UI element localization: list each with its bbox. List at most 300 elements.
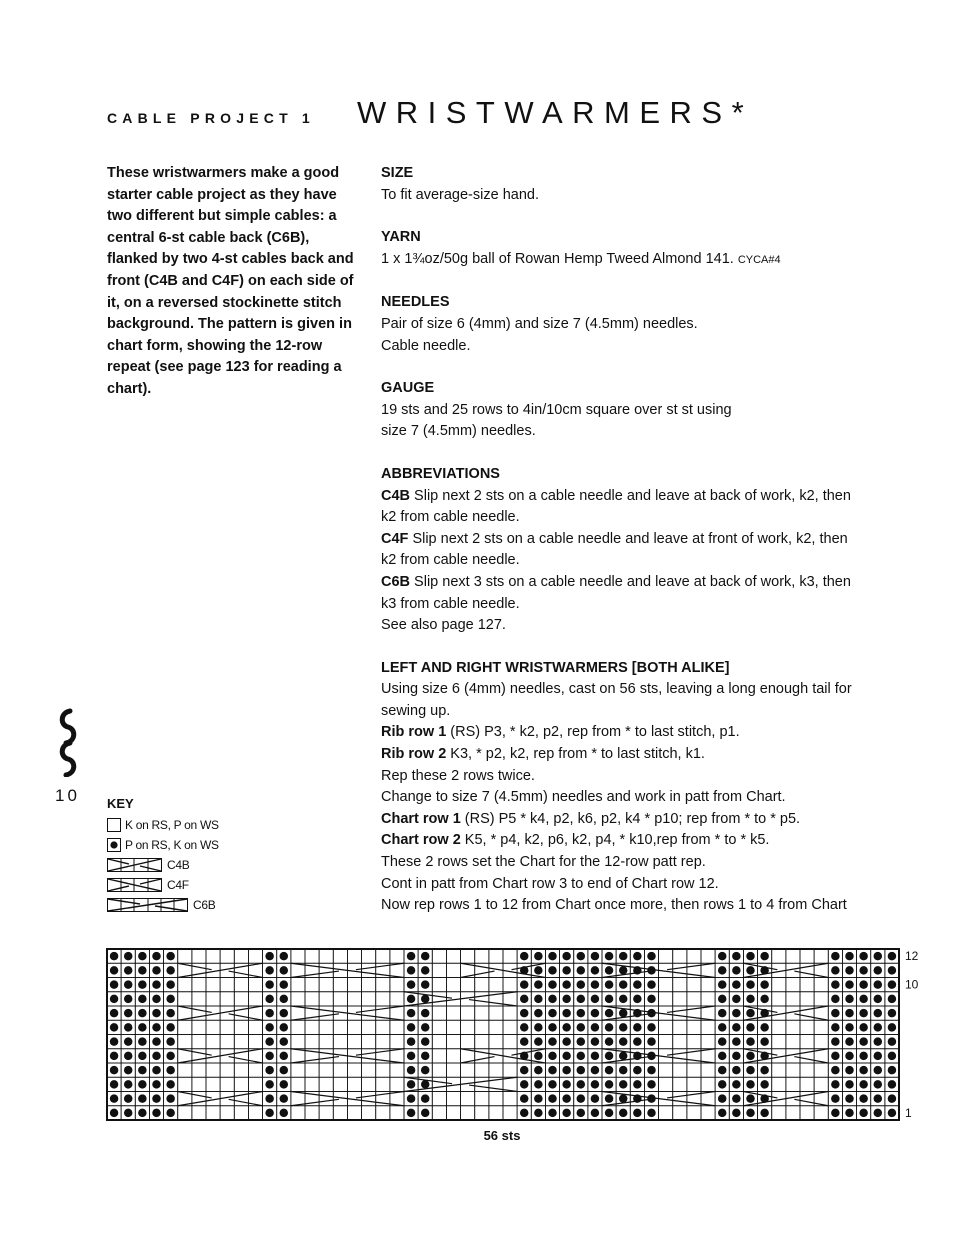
purl-dot [746, 1066, 754, 1074]
purl-dot [732, 1109, 740, 1117]
purl-dot [874, 1109, 882, 1117]
c6b-term: C6B [381, 573, 411, 590]
purl-dot [152, 1037, 160, 1045]
purl-dot [110, 1037, 118, 1045]
purl-dot [647, 1066, 655, 1074]
purl-dot [138, 1080, 146, 1088]
size-heading: SIZE [381, 165, 414, 181]
yarn-description: 1 x 1¾oz/50g ball of Rowan Hemp Tweed Almond 141. [381, 250, 734, 267]
purl-dot [124, 1023, 132, 1031]
purl-dot [845, 1052, 853, 1060]
purl-dot [591, 1066, 599, 1074]
purl-dot [859, 980, 867, 988]
purl-dot [407, 1094, 415, 1102]
purl-dot [421, 952, 429, 960]
purl-dot [280, 1066, 288, 1074]
purl-dot [732, 995, 740, 1003]
purl-dot [888, 995, 896, 1003]
purl-dot [746, 1009, 754, 1017]
purl-dot [562, 1009, 570, 1017]
purl-dot [831, 980, 839, 988]
purl-dot [534, 1023, 542, 1031]
purl-dot [605, 1023, 613, 1031]
purl-dot [874, 1080, 882, 1088]
continue: Cont in patt from Chart row 3 to end of Chart row 12. [381, 875, 719, 892]
purl-dot [845, 1009, 853, 1017]
purl-dot [874, 1052, 882, 1060]
purl-dot [407, 1109, 415, 1117]
purl-dot [407, 1037, 415, 1045]
gauge-heading: GAUGE [381, 380, 435, 397]
purl-dot [874, 952, 882, 960]
purl-dot [124, 1037, 132, 1045]
purl-dot [845, 1094, 853, 1102]
purl-dot [138, 1094, 146, 1102]
purl-dot [591, 1080, 599, 1088]
purl-dot [280, 1109, 288, 1117]
purl-dot [591, 966, 599, 974]
change-needles: Change to size 7 (4.5mm) needles and work in patt from Chart. [381, 789, 786, 806]
purl-dot [605, 1066, 613, 1074]
purl-dot [124, 1080, 132, 1088]
purl-dot [534, 952, 542, 960]
purl-dot [407, 1052, 415, 1060]
purl-dot [874, 995, 882, 1003]
purl-dot [732, 1080, 740, 1088]
purl-dot [859, 1009, 867, 1017]
gauge-text-1: 19 sts and 25 rows to 4in/10cm square over st st using [381, 401, 732, 418]
purl-dot [732, 966, 740, 974]
purl-dot [577, 1052, 585, 1060]
purl-dot [591, 1094, 599, 1102]
purl-dot [888, 1080, 896, 1088]
purl-dot [562, 966, 570, 974]
purl-dot [265, 995, 273, 1003]
purl-dot [718, 995, 726, 1003]
purl-dot [562, 1066, 570, 1074]
purl-dot [591, 980, 599, 988]
purl-dot [718, 1009, 726, 1017]
purl-dot [265, 966, 273, 974]
purl-dot [874, 980, 882, 988]
purl-dot [647, 1109, 655, 1117]
purl-dot [605, 1052, 613, 1060]
purl-dot [138, 1023, 146, 1031]
purl-dot [732, 1066, 740, 1074]
purl-dot [605, 1009, 613, 1017]
purl-dot [280, 995, 288, 1003]
purl-dot [760, 980, 768, 988]
purl-dot [605, 995, 613, 1003]
purl-dot [124, 1094, 132, 1102]
purl-dot [124, 1066, 132, 1074]
purl-dot [746, 966, 754, 974]
purl-dot [718, 1094, 726, 1102]
row-label: 12 [905, 949, 919, 964]
purl-dot [831, 1052, 839, 1060]
purl-dot [280, 966, 288, 974]
rib-row-1-term: Rib row 1 [381, 724, 447, 741]
purl-dot [124, 952, 132, 960]
purl-dot [605, 980, 613, 988]
purl-dot [138, 980, 146, 988]
purl-dot [732, 1037, 740, 1045]
key-knit-label: K on RS, P on WS [125, 818, 219, 832]
purl-dot [619, 980, 627, 988]
purl-dot [718, 1066, 726, 1074]
purl-dot [548, 995, 556, 1003]
purl-dot [534, 1080, 542, 1088]
purl-dot [577, 980, 585, 988]
purl-dot [124, 1052, 132, 1060]
purl-dot [520, 1009, 528, 1017]
purl-dot [845, 995, 853, 1003]
purl-dot [732, 1023, 740, 1031]
purl-dot [577, 1080, 585, 1088]
purl-dot [605, 1094, 613, 1102]
purl-dot [888, 1009, 896, 1017]
purl-dot [874, 1009, 882, 1017]
purl-dot [421, 980, 429, 988]
purl-dot [152, 1094, 160, 1102]
purl-dot [407, 995, 415, 1003]
purl-dot [577, 1009, 585, 1017]
purl-dot [421, 1109, 429, 1117]
purl-dot [152, 1023, 160, 1031]
purl-dot [874, 1023, 882, 1031]
purl-dot [591, 1009, 599, 1017]
purl-dot [138, 995, 146, 1003]
purl-dot [633, 1109, 641, 1117]
purl-dot [548, 1066, 556, 1074]
needles-heading: NEEDLES [381, 294, 450, 311]
purl-dot [859, 952, 867, 960]
purl-dot [874, 966, 882, 974]
purl-dot [110, 1066, 118, 1074]
purl-dot [577, 1066, 585, 1074]
purl-dot [421, 1037, 429, 1045]
purl-dot [718, 980, 726, 988]
page-title: WRISTWARMERS* [357, 95, 754, 130]
key-title: KEY [107, 796, 134, 811]
purl-dot [407, 952, 415, 960]
purl-dot [110, 995, 118, 1003]
c4b-term: C4B [381, 487, 411, 504]
purl-dot [265, 1080, 273, 1088]
purl-dot [520, 995, 528, 1003]
purl-dot [562, 1037, 570, 1045]
purl-dot [166, 1080, 174, 1088]
see-also: See also page 127. [381, 617, 506, 634]
purl-dot [619, 995, 627, 1003]
purl-dot [718, 952, 726, 960]
purl-dot [534, 1009, 542, 1017]
purl-dot [619, 1080, 627, 1088]
purl-dot [166, 1037, 174, 1045]
purl-dot [760, 995, 768, 1003]
purl-dot [647, 952, 655, 960]
purl-dot [265, 1109, 273, 1117]
purl-dot [166, 1052, 174, 1060]
purl-dot [831, 1109, 839, 1117]
purl-dot [520, 1109, 528, 1117]
purl-dot [124, 966, 132, 974]
purl-dot [746, 980, 754, 988]
purl-dot [633, 952, 641, 960]
purl-dot [647, 995, 655, 1003]
purl-dot [138, 952, 146, 960]
purl-dot [888, 966, 896, 974]
purl-dot [633, 980, 641, 988]
purl-dot [760, 1080, 768, 1088]
purl-dot [110, 1109, 118, 1117]
purl-dot [166, 1094, 174, 1102]
stitch-count-label: 56 sts [483, 1128, 521, 1143]
purl-dot [831, 1037, 839, 1045]
purl-dot [548, 1080, 556, 1088]
purl-dot [732, 1009, 740, 1017]
purl-dot [562, 1109, 570, 1117]
yarn-weight: CYCA#4 [737, 253, 781, 266]
purl-dot [633, 1037, 641, 1045]
purl-dot [280, 1052, 288, 1060]
purl-dot [534, 1094, 542, 1102]
size-text: To fit average-size hand. [381, 186, 539, 203]
purl-dot [548, 1023, 556, 1031]
purl-dot [591, 1109, 599, 1117]
purl-dot [619, 1023, 627, 1031]
purl-dot [265, 1037, 273, 1045]
purl-dot [859, 995, 867, 1003]
purl-dot [633, 1023, 641, 1031]
cast-on-1: Using size 6 (4mm) needles, cast on 56 sts, leaving a long enough tail for [381, 681, 852, 698]
purl-dot [859, 966, 867, 974]
purl-dot [280, 980, 288, 988]
purl-dot [577, 1109, 585, 1117]
purl-dot [265, 1094, 273, 1102]
purl-dot [548, 1109, 556, 1117]
purl-dot [732, 1052, 740, 1060]
purl-dot [166, 952, 174, 960]
purl-dot [562, 1023, 570, 1031]
c4f-text-1: Slip next 2 sts on a cable needle and leave at front of work, k2, then [412, 530, 848, 547]
purl-dot [407, 1023, 415, 1031]
purl-dot [831, 1009, 839, 1017]
purl-dot [280, 1023, 288, 1031]
purl-dot [605, 1037, 613, 1045]
purl-dot [152, 952, 160, 960]
rep-rows: Rep these 2 rows twice. [381, 767, 535, 784]
intro-paragraph: These wristwarmers make a good starter cable project as they have two different but simple cables: a central 6-st cable back (C6B), flanked by two 4-st cables back and front (C4B and C4F) on each side of it, on a reversed stockinette stitch background. The pattern is given in chart form, showing the 12-row repeat (see page 123 for reading a chart). [107, 165, 354, 397]
purl-dot [280, 1080, 288, 1088]
c4f-term: C4F [381, 530, 409, 547]
purl-dot [619, 1094, 627, 1102]
purl-dot [138, 1037, 146, 1045]
purl-dot [166, 1023, 174, 1031]
purl-dot [859, 1023, 867, 1031]
project-label: CABLE PROJECT 1 [107, 110, 315, 126]
chart-row-2-text: K5, * p4, k2, p6, k2, p4, * k10,rep from * to * k5. [464, 832, 770, 849]
purl-dot [746, 1094, 754, 1102]
purl-dot [718, 1080, 726, 1088]
purl-dot [534, 1052, 542, 1060]
row-label: 10 [905, 977, 919, 992]
chart-row-1-term: Chart row 1 [381, 810, 461, 827]
purl-dot [265, 1052, 273, 1060]
purl-dot [138, 1066, 146, 1074]
needles-text-1: Pair of size 6 (4mm) and size 7 (4.5mm) needles. [381, 315, 698, 332]
purl-dot [265, 1023, 273, 1031]
purl-dot [845, 966, 853, 974]
purl-dot [619, 1052, 627, 1060]
purl-dot [265, 1066, 273, 1074]
purl-dot [124, 1109, 132, 1117]
purl-dot [152, 1009, 160, 1017]
purl-dot [548, 1094, 556, 1102]
purl-dot [166, 1009, 174, 1017]
purl-dot [124, 980, 132, 988]
purl-dot [534, 966, 542, 974]
purl-dot [562, 980, 570, 988]
c6b-text-1: Slip next 3 sts on a cable needle and leave at back of work, k3, then [414, 573, 851, 590]
purl-dot [718, 1037, 726, 1045]
chart-row-1-text: (RS) P5 * k4, p2, k6, p2, k4 * p10; rep from * to * p5. [464, 810, 801, 827]
purl-dot [421, 1066, 429, 1074]
purl-dot [746, 1080, 754, 1088]
purl-dot [548, 1037, 556, 1045]
purl-dot [265, 952, 273, 960]
purl-dot [548, 1052, 556, 1060]
purl-dot [874, 1066, 882, 1074]
purl-dot [152, 1066, 160, 1074]
purl-dot [577, 966, 585, 974]
purl-dot [888, 1066, 896, 1074]
purl-dot [859, 1109, 867, 1117]
purl-dot [647, 980, 655, 988]
purl-dot [619, 966, 627, 974]
purl-dot [166, 995, 174, 1003]
purl-dot [577, 995, 585, 1003]
purl-dot [407, 980, 415, 988]
key-c6b-label: C6B [193, 898, 216, 912]
purl-dot [831, 966, 839, 974]
purl-dot [152, 980, 160, 988]
purl-dot [548, 966, 556, 974]
purl-dot [605, 966, 613, 974]
c6b-text-2: k3 from cable needle. [381, 595, 520, 612]
purl-dot [845, 1037, 853, 1045]
purl-dot [746, 1023, 754, 1031]
purl-dot [280, 952, 288, 960]
purl-dot [520, 980, 528, 988]
purl-dot [732, 1094, 740, 1102]
purl-dot [591, 952, 599, 960]
purl-dot [138, 1052, 146, 1060]
purl-dot [577, 1023, 585, 1031]
purl-dot [124, 995, 132, 1003]
key-c4f-label: C4F [167, 878, 189, 892]
purl-dot [831, 1023, 839, 1031]
purl-dot [166, 1066, 174, 1074]
key-purl-label: P on RS, K on WS [125, 838, 219, 852]
purl-dot [845, 1080, 853, 1088]
purl-dot [845, 952, 853, 960]
purl-dot [534, 1037, 542, 1045]
c4b-text-1: Slip next 2 sts on a cable needle and leave at back of work, k2, then [414, 487, 851, 504]
purl-dot [845, 980, 853, 988]
purl-dot [831, 1094, 839, 1102]
purl-dot [562, 952, 570, 960]
purl-dot [110, 1052, 118, 1060]
purl-dot [166, 980, 174, 988]
purl-dot [407, 1066, 415, 1074]
purl-dot [591, 995, 599, 1003]
purl-dot [534, 1066, 542, 1074]
purl-dot [152, 966, 160, 974]
instructions-heading: LEFT AND RIGHT WRISTWARMERS [BOTH ALIKE] [381, 659, 730, 676]
purl-dot [605, 1080, 613, 1088]
purl-dot [859, 1066, 867, 1074]
purl-dot [859, 1080, 867, 1088]
purl-dot [647, 1080, 655, 1088]
purl-dot [562, 1094, 570, 1102]
purl-dot [732, 952, 740, 960]
purl-dot [647, 1037, 655, 1045]
purl-dot [421, 1009, 429, 1017]
purl-dot [605, 1109, 613, 1117]
purl-dot [888, 1037, 896, 1045]
purl-dot [421, 1023, 429, 1031]
purl-dot [760, 952, 768, 960]
purl-dot [619, 1066, 627, 1074]
now-repeat: Now rep rows 1 to 12 from Chart once more, then rows 1 to 4 from Chart [381, 897, 847, 914]
purl-dot [619, 1009, 627, 1017]
purl-dot [110, 1009, 118, 1017]
purl-dot [421, 1052, 429, 1060]
purl-dot [280, 1094, 288, 1102]
key-c4b-label: C4B [167, 858, 190, 872]
c4f-text-2: k2 from cable needle. [381, 552, 520, 569]
purl-dot [633, 995, 641, 1003]
purl-dot [746, 1037, 754, 1045]
purl-dot [520, 1094, 528, 1102]
purl-dot [845, 1023, 853, 1031]
abbreviations-heading: ABBREVIATIONS [381, 465, 500, 482]
purl-dot [280, 1037, 288, 1045]
purl-dot [874, 1037, 882, 1045]
rib-row-2-text: K3, * p2, k2, rep from * to last stitch, k1. [450, 746, 705, 763]
purl-dot [562, 995, 570, 1003]
set-rows: These 2 rows set the Chart for the 12-row patt rep. [381, 854, 706, 871]
c4b-text-2: k2 from cable needle. [381, 509, 520, 526]
cast-on-2: sewing up. [381, 702, 451, 719]
purl-dot [577, 1037, 585, 1045]
purl-dot [280, 1009, 288, 1017]
purl-dot [407, 1009, 415, 1017]
purl-dot [562, 1080, 570, 1088]
purl-dot [110, 966, 118, 974]
purl-dot [577, 952, 585, 960]
purl-dot [874, 1094, 882, 1102]
purl-dot [760, 1066, 768, 1074]
purl-dot [520, 1037, 528, 1045]
purl-dot [619, 1037, 627, 1045]
purl-dot [718, 966, 726, 974]
purl-dot [520, 952, 528, 960]
purl-dot [421, 1080, 429, 1088]
purl-dot [760, 1037, 768, 1045]
purl-dot [718, 1052, 726, 1060]
